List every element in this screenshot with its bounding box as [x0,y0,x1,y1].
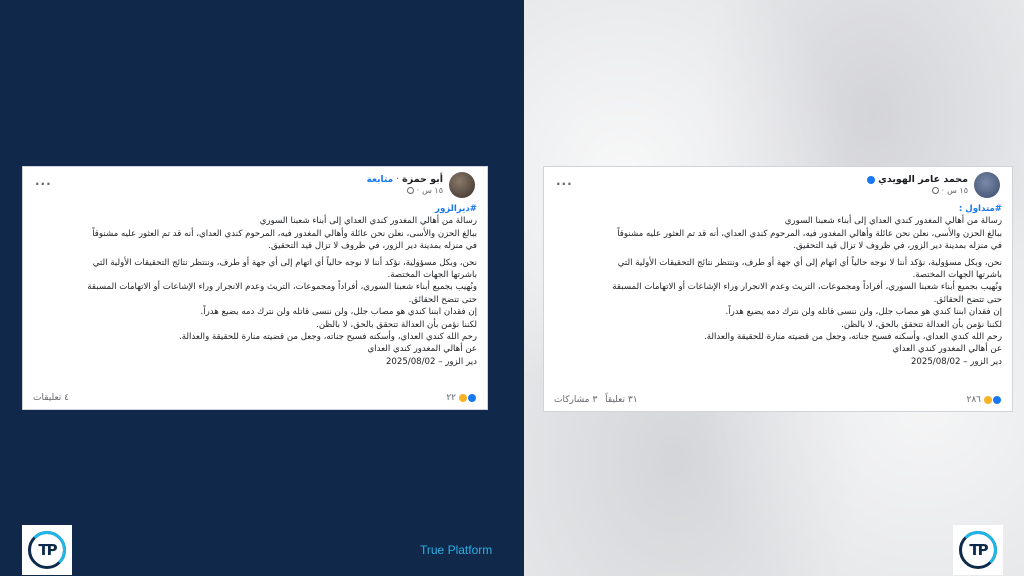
post-line: لكننا نؤمن بأن العدالة تتحقق بالحق، لا بالظن. [316,319,477,330]
reaction-count: ٢٨٦ [966,395,981,405]
post-line: لكننا نؤمن بأن العدالة تتحقق بالحق، لا بالظن. [841,319,1002,330]
brand-label: True Platform [420,543,493,557]
avatar[interactable] [449,172,475,198]
post-line: في منزله بمدينة دير الزور، في ظروف لا تزال قيد التحقيق. [268,241,477,252]
post-header: محمد عامر الهويدي ١٥ س · ··· [544,167,1012,203]
post-line: حتى تتضح الحقائق. [933,294,1002,305]
post-time[interactable]: ١٥ س [947,185,968,195]
post-line: إن فقدان ابننا كندي هو مصاب جلل، ولن ننسى قاتله ولن نترك دمه يضيع هدراً. [725,307,1002,318]
post-line: دير الزور – 2025/08/02 [910,356,1002,367]
post-line: رسالة من أهالي المغدور كندي العداي إلى أبناء شعبنا السوري [784,216,1002,227]
post-body [544,203,1012,368]
true-platform-logo [953,525,1003,575]
post-line: عن أهالي المغدور كندي العداي [892,344,1002,355]
reaction-summary[interactable] [966,395,1002,405]
post-line: حتى تتضح الحقائق. [408,294,477,305]
hashtag-link[interactable]: #متداول : [958,204,1002,214]
like-reaction-icon [467,393,477,403]
post-line: ونُهيب بجميع أبناء شعبنا السوري، أفراداً ومجموعات، التريث وعدم الانجرار وراء الإشاعات أو الاتهامات المسبقة [87,282,477,293]
true-platform-logo [22,525,72,575]
post-body [23,203,487,368]
more-options-icon[interactable]: ··· [556,177,573,191]
more-options-icon[interactable]: ··· [35,177,52,191]
post-header: أبو حمزة · متابعة ١٥ س · ··· [23,167,487,203]
post-line: في منزله بمدينة دير الزور، في ظروف لا تزال قيد التحقيق. [793,241,1002,252]
follow-button[interactable]: متابعة [366,175,394,186]
author-name[interactable]: أبو حمزة [402,173,443,185]
sad-reaction-icon [458,393,468,403]
globe-icon [407,187,414,194]
author-name[interactable]: محمد عامر الهويدي [878,173,968,185]
post-line: ونُهيب بجميع أبناء شعبنا السوري، أفراداً ومجموعات، التريث وعدم الانجرار وراء الإشاعات أو الاتهامات المسبقة [612,282,1002,293]
avatar[interactable] [974,172,1000,198]
post-line: دير الزور – 2025/08/02 [385,356,477,367]
verified-badge-icon [867,176,875,184]
post-line: عن أهالي المغدور كندي العداي [367,344,477,355]
post-line: نحن، وبكل مسؤولية، نؤكد أننا لا نوجه حالياً أي اتهام إلى أي جهة أو طرف، وننتظر نتائج التحقيقات الأولية التي [617,257,1002,268]
post-footer [33,393,477,403]
share-count[interactable]: ٣ مشاركات [554,395,598,405]
post-line: باشرتها الجهات المختصة. [912,270,1002,281]
comment-count[interactable]: ٣١ تعليقاً [605,395,638,405]
facebook-post-right [543,166,1013,412]
globe-icon [932,187,939,194]
sad-reaction-icon [983,395,993,405]
post-footer [554,395,1002,405]
post-time[interactable]: ١٥ س [422,185,443,195]
post-line: رحم الله كندي العداي، وأسكنه فسيح جناته، وجعل من قضيته منارة للحقيقة والعدالة. [179,332,477,343]
post-line: ببالغ الحزن والأسى، نعلن نحن عائلة وأهالي المغدور فيه، المرحوم كندي العداي، أنه قد تم العثور عليه مشنوقاً [92,228,477,239]
logo-letters: TP [38,541,56,559]
like-reaction-icon [992,395,1002,405]
post-line: إن فقدان ابننا كندي هو مصاب جلل، ولن ننسى قاتله ولن نترك دمه يضيع هدراً. [200,307,477,318]
post-line: ببالغ الحزن والأسى، نعلن نحن عائلة وأهالي المغدور فيه، المرحوم كندي العداي، أنه قد تم العثور عليه مشنوقاً [617,228,1002,239]
reaction-summary[interactable] [446,393,477,403]
reaction-count: ٢٢ [446,393,456,403]
facebook-post-left [22,166,488,410]
hashtag-link[interactable]: #ديرالزور [435,204,477,214]
comment-count[interactable]: ٤ تعليقات [33,393,70,403]
logo-letters: TP [969,541,987,559]
post-line: نحن، وبكل مسؤولية، نؤكد أننا لا نوجه حالياً أي اتهام إلى أي جهة أو طرف، وننتظر نتائج التحقيقات الأولية التي [92,257,477,268]
post-line: رحم الله كندي العداي، وأسكنه فسيح جناته، وجعل من قضيته منارة للحقيقة والعدالة. [704,332,1002,343]
post-line: رسالة من أهالي المغدور كندي العداي إلى أبناء شعبنا السوري [259,216,477,227]
post-line: باشرتها الجهات المختصة. [387,270,477,281]
